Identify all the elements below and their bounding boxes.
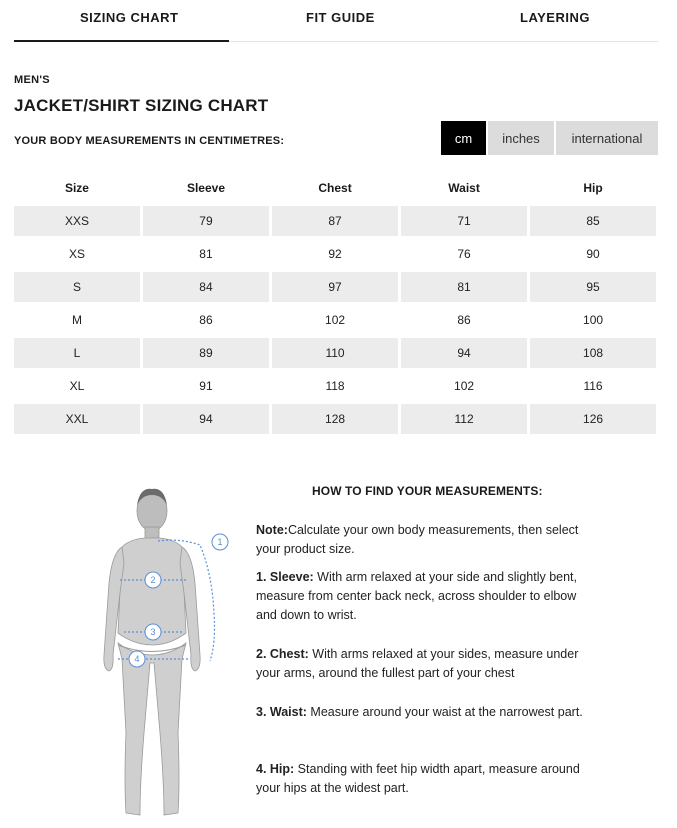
cell-chest: 92 [328, 247, 342, 261]
hip-instruction [256, 760, 586, 798]
sleeve-label: 1. Sleeve: [256, 570, 314, 584]
marker-2-label: 2 [150, 575, 156, 585]
table-row [14, 371, 656, 401]
page-title: JACKET/SHIRT SIZING CHART [14, 96, 269, 115]
waist-text: Measure around your waist at the narrowest part. [306, 705, 583, 719]
cell-size: M [71, 313, 82, 327]
cell-hip: 100 [583, 313, 604, 327]
table-row [14, 206, 656, 236]
chest-label: 2. Chest: [256, 647, 309, 661]
tab-bar [14, 0, 658, 42]
header-hip: Hip [583, 181, 603, 195]
measurements-heading: YOUR BODY MEASUREMENTS IN CENTIMETRES: [14, 135, 285, 147]
cell-hip: 126 [530, 404, 656, 434]
cell-sleeve: 84 [143, 272, 269, 302]
cell-sleeve: 79 [143, 206, 269, 236]
note-label: Note: [256, 523, 288, 537]
sleeve-instruction [256, 568, 586, 625]
chest-text: With arms relaxed at your sides, measure under your arms, around the fullest part of your chest [256, 647, 579, 680]
note-instruction [256, 521, 586, 559]
cell-chest: 97 [272, 272, 398, 302]
unit-cm-button[interactable]: cm [441, 121, 486, 155]
hip-label: 4. Hip: [256, 762, 295, 776]
cell-hip: 90 [586, 247, 600, 261]
cell-size: L [14, 338, 140, 368]
body-measurement-figure [100, 483, 235, 823]
cell-waist: 76 [457, 247, 471, 261]
cell-waist: 102 [454, 379, 475, 393]
cell-sleeve: 89 [143, 338, 269, 368]
cell-sleeve: 81 [199, 247, 213, 261]
cell-waist: 112 [401, 404, 527, 434]
cell-chest: 110 [272, 338, 398, 368]
howto-title: HOW TO FIND YOUR MEASUREMENTS: [312, 484, 543, 498]
cell-size: XL [69, 379, 85, 393]
cell-sleeve: 91 [199, 379, 213, 393]
cell-hip: 108 [530, 338, 656, 368]
cell-hip: 95 [530, 272, 656, 302]
sleeve-text: With arm relaxed at your side and slightly bent, measure from center back neck, across shoulder to elbow and down to wrist. [256, 570, 578, 622]
unit-inches-button[interactable]: inches [488, 121, 554, 155]
cell-chest: 118 [325, 379, 345, 393]
cell-sleeve: 94 [143, 404, 269, 434]
cell-size: XXL [14, 404, 140, 434]
cell-waist: 81 [401, 272, 527, 302]
active-tab-indicator [14, 40, 229, 42]
table-row [14, 305, 656, 335]
section-label: MEN'S [14, 74, 50, 86]
unit-international-button[interactable]: international [556, 121, 658, 155]
cell-size: XXS [14, 206, 140, 236]
cell-sleeve: 86 [199, 313, 213, 327]
table-row [14, 272, 656, 302]
waist-instruction [256, 703, 586, 722]
tab-layering[interactable]: LAYERING [520, 10, 590, 25]
marker-1-label: 1 [217, 537, 223, 547]
tab-fit-guide[interactable]: FIT GUIDE [306, 10, 375, 25]
cell-chest: 102 [325, 313, 346, 327]
cell-size: S [14, 272, 140, 302]
chest-instruction [256, 645, 586, 683]
cell-hip: 85 [530, 206, 656, 236]
figure-neck [145, 527, 159, 539]
header-chest: Chest [318, 181, 352, 195]
table-row [14, 338, 656, 368]
cell-waist: 86 [457, 313, 471, 327]
marker-4-label: 4 [134, 654, 140, 664]
tab-sizing-chart[interactable]: SIZING CHART [80, 10, 179, 25]
table-row [14, 404, 656, 434]
cell-waist: 94 [401, 338, 527, 368]
sizing-table [11, 170, 659, 437]
table-header-row [14, 173, 656, 203]
waist-label: 3. Waist: [256, 705, 307, 719]
table-row [14, 239, 656, 269]
hip-text: Standing with feet hip width apart, measure around your hips at the widest part. [256, 762, 580, 795]
cell-size: XS [68, 247, 85, 261]
figure-legs [118, 643, 186, 815]
note-text: Calculate your own body measurements, then select your product size. [256, 523, 579, 556]
header-size: Size [64, 181, 89, 195]
cell-waist: 71 [401, 206, 527, 236]
header-waist: Waist [448, 181, 480, 195]
cell-hip: 116 [583, 379, 603, 393]
cell-chest: 87 [272, 206, 398, 236]
header-sleeve: Sleeve [186, 181, 225, 195]
cell-chest: 128 [272, 404, 398, 434]
marker-3-label: 3 [150, 627, 156, 637]
